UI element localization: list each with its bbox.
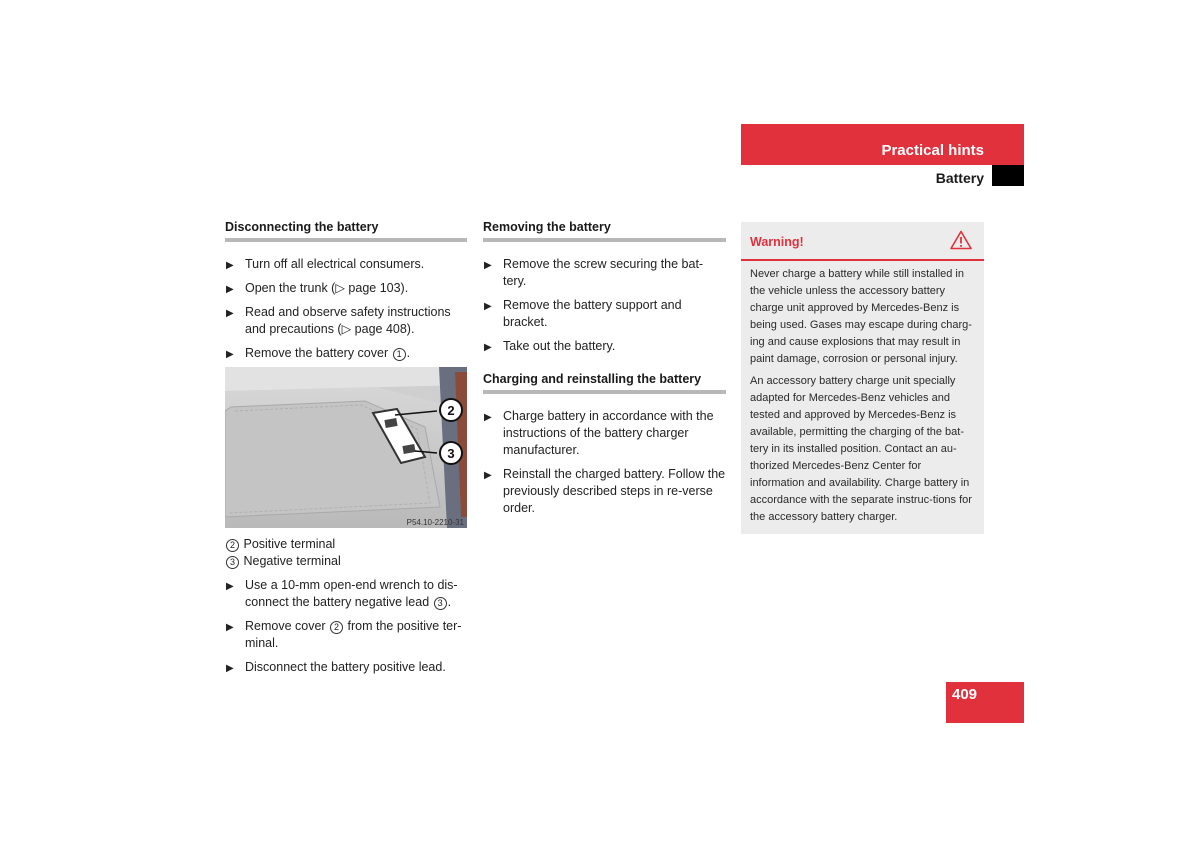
- remove-title: Removing the battery: [483, 219, 726, 242]
- list-item: ▶ Read and observe safety instructions and precautions (▷ page 408).: [226, 305, 451, 336]
- list-item: ▶ Remove cover 2 from the positive ter-minal.: [226, 619, 462, 650]
- bullet-icon: ▶: [226, 308, 234, 319]
- chapter-header: [741, 124, 1024, 165]
- disconnect-steps: [225, 256, 467, 362]
- section-marker-block: [992, 165, 1024, 186]
- bullet-icon: ▶: [226, 349, 234, 360]
- list-item: ▶ Open the trunk (▷ page 103).: [225, 280, 467, 297]
- charging-title: Charging and reinstalling the battery: [483, 371, 726, 394]
- bullet-icon: ▶: [226, 581, 234, 592]
- list-item: ▶ Use a 10-mm open-end wrench to dis-connect the battery negative lead 3 .: [226, 578, 458, 609]
- section-header: [741, 165, 1024, 187]
- warning-paragraph: Never charge a battery while still installed in the vehicle unless the accessory battery charge unit approved by Mercedes-Benz is being used. Gases may escape during charg-ing and cause explosions that may result in paint damage, corrosion or personal injury.: [750, 268, 972, 365]
- list-item: ▶ Remove the battery cover 1 .: [225, 345, 467, 362]
- bullet-icon: ▶: [484, 412, 492, 423]
- trunk-drawing: [225, 367, 467, 528]
- disconnect-steps-continued: [225, 577, 467, 676]
- legend-item: 3 Negative terminal: [225, 553, 467, 570]
- page-number: 409: [952, 686, 978, 703]
- bullet-icon: ▶: [484, 260, 492, 271]
- warning-title: Warning!: [750, 235, 804, 249]
- list-item: ▶ Disconnect the battery positive lead.: [225, 659, 467, 676]
- list-item: ▶ Remove the screw securing the bat-tery.: [484, 257, 704, 288]
- illustration-code: P54.10-2210-31: [406, 518, 464, 527]
- section-title: Battery: [935, 170, 984, 186]
- list-item: ▶ Remove the battery support and bracket.: [484, 298, 682, 329]
- list-item: ▶ Take out the battery.: [483, 338, 726, 355]
- list-item: ▶ Charge battery in accordance with the instructions of the battery charger manufacturer.: [484, 409, 714, 457]
- illustration-legend: [225, 536, 467, 570]
- warning-box: [741, 222, 984, 534]
- bullet-icon: ▶: [484, 470, 492, 481]
- callout-number: 1: [393, 348, 406, 361]
- callout-3-label: 3: [447, 446, 455, 461]
- bullet-icon: ▶: [484, 342, 492, 353]
- page-number-tab: [946, 682, 1024, 723]
- legend-item: 2 Positive terminal: [225, 536, 467, 553]
- bullet-icon: ▶: [226, 260, 234, 271]
- bullet-icon: ▶: [226, 663, 234, 674]
- middle-column: [483, 219, 726, 524]
- remove-steps: [483, 256, 726, 355]
- warning-triangle-icon: [950, 230, 972, 255]
- warning-paragraph: An accessory battery charge unit specially adapted for Mercedes-Benz vehicles and tested and approved by Mercedes-Benz is available, permitting the charging of the bat-tery in its installed position. Contact an au-thorized Mercedes-Benz Center for information and availability. Charge battery in accordance with the separate instruc-tions for the accessory battery charger.: [750, 375, 972, 523]
- callout-2-label: 2: [447, 403, 455, 418]
- chapter-title: Practical hints: [881, 142, 984, 159]
- warning-divider: [741, 259, 984, 261]
- warning-body: [750, 266, 978, 531]
- list-item: ▶ Turn off all electrical consumers.: [225, 256, 467, 273]
- bullet-icon: ▶: [226, 284, 234, 295]
- charging-steps: [483, 408, 726, 517]
- list-item: ▶ Reinstall the charged battery. Follow the previously described steps in re-verse order.: [484, 467, 726, 515]
- left-column: [225, 219, 467, 683]
- bullet-icon: ▶: [226, 622, 234, 633]
- disconnect-title: Disconnecting the battery: [225, 219, 467, 242]
- trunk-battery-illustration: [225, 367, 467, 528]
- bullet-icon: ▶: [484, 301, 492, 312]
